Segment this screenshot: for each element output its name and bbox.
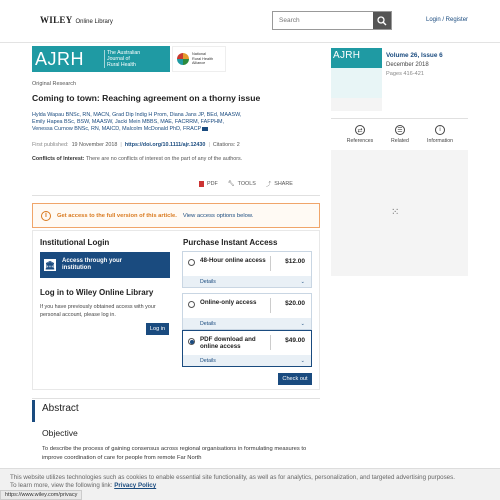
option-price: $12.00 [285,258,305,265]
first-published-date: 19 November 2018 [71,142,118,148]
pdf-icon [199,181,204,187]
journal-name-line: Journal of [107,56,130,62]
search-icon [377,16,387,26]
cookie-text-line2 [10,482,156,489]
share-icon: ⤴ [265,182,272,188]
issue-volume-link[interactable]: Volume 26, Issue 6 [386,52,443,59]
option-radio[interactable] [188,338,195,345]
share-button[interactable] [266,180,293,188]
issue-pages: Pages 416-421 [386,71,424,77]
institution-access-button[interactable] [40,252,170,278]
article-type: Original Research [32,81,77,87]
option-details-toggle[interactable] [183,318,311,329]
objective-heading: Objective [42,428,78,438]
option-name: PDF download and online access [200,336,256,350]
tools-button[interactable] [228,181,256,187]
tab-references[interactable] [340,125,380,144]
author-list [32,112,292,133]
purchase-heading: Purchase Instant Access [183,238,278,247]
option-details-label: Details [200,320,216,327]
wol-login-text: If you have previously obtained access with your personal account, please log in. [40,304,156,318]
abstract-heading: Abstract [42,403,79,414]
tab-label: Related [391,138,409,144]
wol-login-heading: Log in to Wiley Online Library [40,288,154,297]
purchase-option[interactable] [182,293,312,330]
tab-label: Information [427,138,453,144]
journal-name-line: Rural Health [107,62,136,68]
abstract-divider [32,398,320,399]
chevron-down-icon: ⌄ [300,357,305,364]
author-line-text[interactable]: Venessa Curnow BNSc, RN, MAICD, Malcolm McDonald PhD, FRACP [32,126,202,132]
option-name: Online-only access [200,299,257,306]
partner-logo[interactable] [172,46,226,72]
sidebar-content-panel [331,150,468,276]
publication-info [32,142,240,148]
chevron-down-icon: ⌄ [300,320,305,327]
author-line[interactable]: Emily Hapea BSc, BSW, MAASW, Jacki Mein MBBS, MAE, FACRRM, FAFPHM, [32,119,225,125]
institution-icon: 🏛︎ [44,260,56,270]
option-details-toggle[interactable] [183,355,311,366]
option-details-label: Details [200,278,216,285]
loading-spinner-icon: ⁙ [391,207,400,218]
tab-label: References [346,138,374,144]
access-notice [32,203,320,228]
option-row[interactable] [183,294,311,318]
option-divider [270,298,271,313]
journal-name-line: The Australian [107,50,141,56]
purchase-option[interactable] [182,330,312,367]
citations-link[interactable]: Citations: 2 [212,142,240,148]
issue-date: December 2018 [386,62,429,68]
site-header [0,0,500,44]
option-divider [270,335,271,350]
tab-information[interactable] [420,125,460,144]
email-icon[interactable] [202,127,208,131]
login-register-link[interactable]: Login / Register [426,17,469,23]
wrench-icon: 🔧︎ [227,181,235,187]
partner-name-line: Alliance [192,61,206,66]
cookie-text: This website utilizes technologies such as cookies to enable essential site functionality, as well as for analytics, personalization, and targeted advertising purposes. [10,474,455,481]
institutional-login-heading: Institutional Login [40,238,110,247]
privacy-policy-link[interactable]: Privacy Policy [114,482,157,489]
cover-image [331,68,382,98]
journal-banner[interactable] [32,46,170,72]
option-price: $49.00 [285,337,305,344]
journal-name [104,50,140,68]
separator: | [208,142,210,148]
pdf-label: PDF [207,181,218,187]
logo-online-library: Online Library [75,19,113,25]
coi-label: Conflicts of Interest: [32,156,85,162]
partner-name-line: Rural Health [192,56,214,61]
journal-acronym: AJRH [35,48,85,69]
option-price: $20.00 [285,300,305,307]
option-name: 48-Hour online access [200,257,266,264]
option-row[interactable] [183,252,311,276]
separator: | [120,142,122,148]
search-input[interactable] [273,12,373,29]
share-label: SHARE [274,181,293,187]
access-notice-text: Get access to the full version of this article. [57,212,177,219]
tab-related[interactable] [380,125,420,144]
first-published-label: First published: [32,142,69,148]
partner-name-line: National [192,52,206,57]
coi-text: There are no conflicts of interest on the part of any of the authors. [85,156,243,162]
search-bar [272,11,392,30]
option-details-label: Details [200,357,216,364]
tools-label: TOOLS [237,181,256,187]
status-bar-url: https://www.wiley.com/privacy [0,490,82,500]
book-icon: ⇄ [355,125,365,135]
cover-title: AJRH [333,50,361,61]
author-line [32,126,292,133]
cookie-prefix: To learn more, view the following link: [10,482,113,489]
doi-link[interactable]: https://doi.org/10.1111/ajr.12430 [124,142,206,148]
abstract-accent-bar [32,400,35,422]
option-details-toggle[interactable] [183,276,311,287]
pdf-button[interactable] [199,181,218,187]
search-button[interactable] [373,12,391,29]
logo-wiley: WILEY [40,15,73,25]
purchase-option[interactable] [182,251,312,288]
cover-footer [331,98,382,111]
info-icon: i [435,125,445,135]
sidebar-divider [331,118,468,119]
institution-button-line: institution [62,265,91,271]
author-line[interactable]: Hylda Wapau BNSc, RN, MACN, Grad Dip Indig H Prom, Diana Jans JP, BEd, MAASW, [32,112,242,118]
abstract-text: To describe the process of gaining consensus across regional organisations in formulating measures to improve coordination of care for people from remote Far North [42,446,307,461]
institution-button-label [62,258,122,272]
access-options-link[interactable]: View access options below. [182,212,254,219]
option-radio[interactable] [188,301,195,308]
option-divider [270,256,271,271]
institution-button-line: Access through your [62,258,123,264]
conflicts-of-interest [32,156,242,162]
option-radio[interactable] [188,259,195,266]
nrha-logo-icon [177,53,189,65]
article-title: Coming to town: Reaching agreement on a thorny issue [32,93,261,103]
checkout-button[interactable]: Check out [278,373,312,385]
article-tools [199,180,293,188]
journal-cover[interactable] [331,48,382,111]
partner-name [192,52,213,66]
option-row[interactable] [183,331,311,355]
chevron-down-icon: ⌄ [300,278,305,285]
info-icon: i [41,211,51,221]
related-icon: ☰ [395,125,405,135]
header-divider [0,42,500,43]
wiley-logo[interactable] [40,15,113,25]
log-in-button[interactable]: Log in [146,323,169,335]
tools-divider [32,195,320,196]
